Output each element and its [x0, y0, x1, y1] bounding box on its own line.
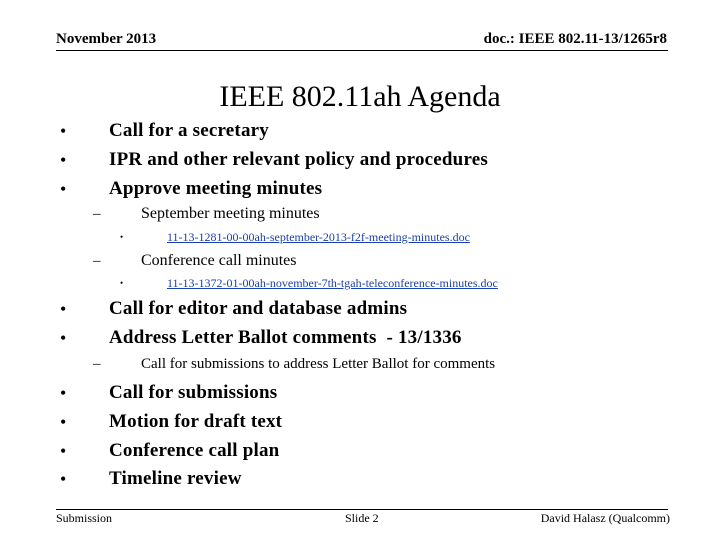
- small-bullet-marker: •: [120, 232, 124, 242]
- agenda-item-editor-admins: Call for editor and database admins: [109, 298, 408, 319]
- dash-marker: –: [93, 253, 101, 269]
- subitem-conference-call-minutes: Conference call minutes: [141, 252, 297, 269]
- footer-author: David Halasz (Qualcomm): [540, 511, 670, 525]
- bullet-marker: •: [60, 469, 67, 489]
- subitem-letter-ballot-submissions: Call for submissions to address Letter Ballot for comments: [141, 356, 496, 372]
- bullet-marker: •: [60, 121, 67, 141]
- agenda-item-submissions: Call for submissions: [109, 382, 278, 403]
- bullet-marker: •: [60, 441, 67, 461]
- agenda-item-ipr: IPR and other relevant policy and procedures: [109, 149, 488, 170]
- header-rule: [56, 50, 668, 51]
- subitem-september-minutes: September meeting minutes: [141, 205, 320, 222]
- bullet-marker: •: [60, 328, 67, 348]
- agenda-item-timeline: Timeline review: [109, 468, 242, 489]
- header-doc-id: doc.: IEEE 802.11-13/1265r8: [483, 31, 667, 47]
- conference-call-minutes-link[interactable]: 11-13-1372-01-00ah-november-7th-tgah-teleconference-minutes.doc: [167, 276, 498, 290]
- small-bullet-marker: •: [120, 278, 124, 288]
- agenda-item-letter-ballot: Address Letter Ballot comments - 13/1336: [109, 327, 462, 348]
- september-minutes-link[interactable]: 11-13-1281-00-00ah-september-2013-f2f-meeting-minutes.doc: [167, 230, 470, 244]
- footer-slide-number: Slide 2: [345, 511, 379, 525]
- footer-rule: [56, 509, 668, 510]
- bullet-marker: •: [60, 299, 67, 319]
- bullet-marker: •: [60, 179, 67, 199]
- dash-marker: –: [93, 206, 101, 222]
- header-date: November 2013: [56, 31, 157, 47]
- slide-title: IEEE 802.11ah Agenda: [219, 80, 501, 113]
- agenda-item-approve-minutes: Approve meeting minutes: [109, 178, 323, 199]
- footer-submission: Submission: [56, 511, 113, 525]
- bullet-marker: •: [60, 150, 67, 170]
- bullet-marker: •: [60, 412, 67, 432]
- dash-marker: –: [93, 356, 101, 372]
- agenda-item-draft-text: Motion for draft text: [109, 411, 283, 432]
- agenda-item-secretary: Call for a secretary: [109, 120, 269, 141]
- bullet-marker: •: [60, 383, 67, 403]
- agenda-item-conference-plan: Conference call plan: [109, 440, 280, 461]
